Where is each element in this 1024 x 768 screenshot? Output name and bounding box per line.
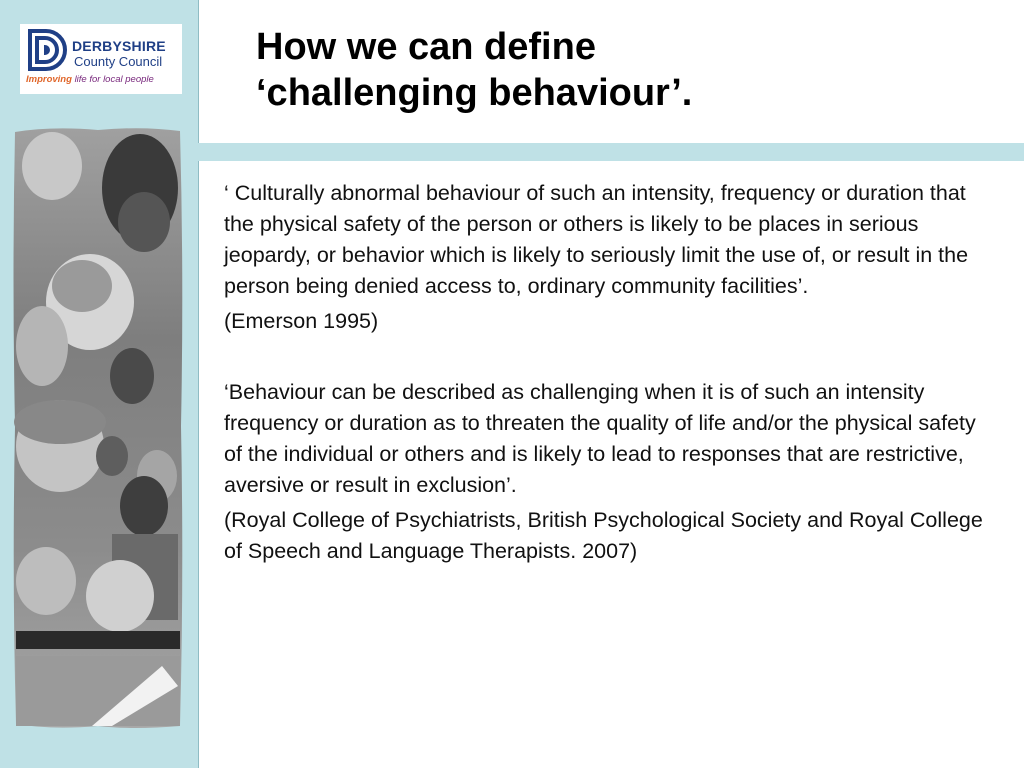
people-photo-collage [12,126,184,730]
logo-name-line2: County Council [74,54,163,69]
quote-1-citation: (Emerson 1995) [224,309,379,333]
logo-tagline [26,74,154,85]
slide-title: How we can define ‘challenging behaviour’. [256,26,693,114]
quote-1-text: ‘ Culturally abnormal behaviour of such an intensity, frequency or duration that the physical safety of the person or others is likely to be places in serious jeopardy, or behavior which is likely to seriously limit the use of, or result in the person being denied access to, ordinary community facilities’. [224,181,969,298]
logo-name-line1: DERBYSHIRE [72,38,166,54]
logo-tagline-part1: Improving [26,74,72,85]
header-rule-bar [198,143,1024,161]
quote-2-text: ‘Behaviour can be described as challenging when it is of such an intensity frequency or duration as to threaten the quality of life and/or the physical safety of the individual or others and is likely to lead to responses that are restrictive, aversive or result in exclusion’. [224,380,976,497]
quote-2-citation: (Royal College of Psychiatrists, British Psychological Society and Royal College of Speech and Language Therapists. 2007) [224,508,983,563]
derbyshire-d-logo-icon [26,28,70,72]
slide-content [224,178,984,567]
sidebar [0,0,199,768]
council-logo [20,24,182,94]
logo-tagline-part2: life for local people [74,74,154,85]
